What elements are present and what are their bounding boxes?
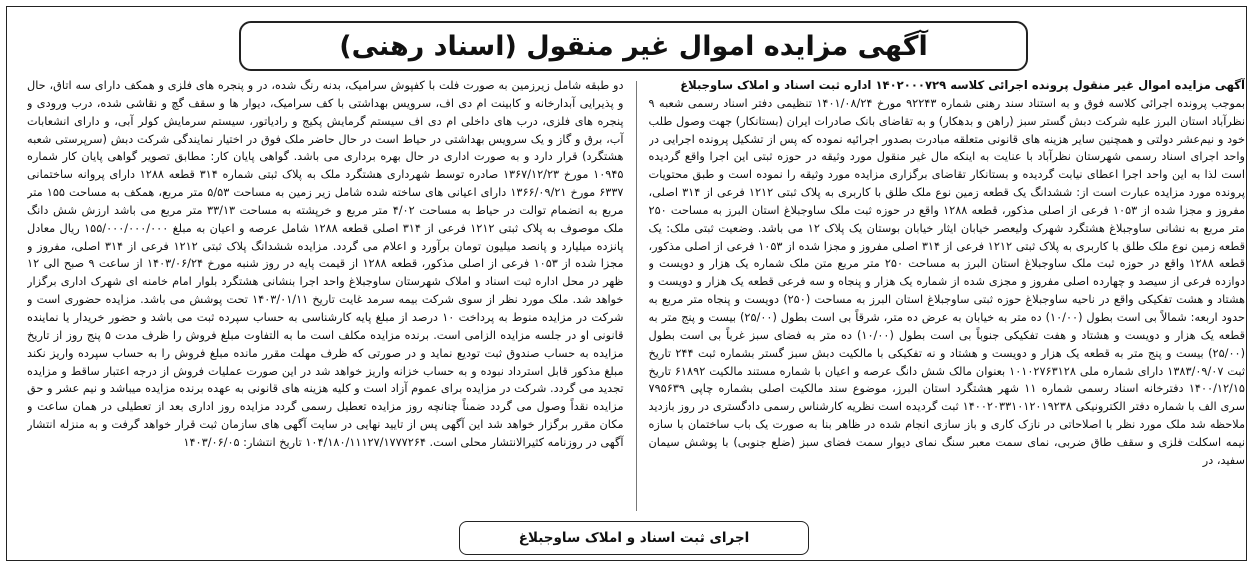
column-left (27, 77, 624, 517)
title-box (239, 21, 1028, 71)
column-right-text: بموجب پرونده اجرائی کلاسه فوق و به استناد سند رهنی شماره ۹۲۲۴۳ مورخ ۱۴۰۱/۰۸/۲۴ تنظیمی دفتر اسناد رسمی شعبه ۹ نظرآباد استان البرز علیه شرکت دبش گستر سبز (راهن و بدهکار) و به تقاضای بانک صادرات ایران (بستانکار) جهت وصول طلب خود و نیم‌عشر دولتی و همچنین سایر هزینه های قانونی متعلقه مبادرت بصدور اجرائیه نموده که پس از تشکیل پرونده اجرایی در واحد اجرای اسناد رسمی شهرستان نظرآباد با عنایت به اینکه مال غیر منقول مورد وثیقه در حوزه ثبتی این اجرا واقع گردیده است لذا به این واحد اجرا اعطای نیابت گردیده و بستانکار تقاضای برگزاری مزایده مورد وثیقه را نموده است و طبق محتویات پرونده مورد مزایده عبارت است از: ششدانگ یک قطعه زمین نوع ملک طلق با کاربری به پلاک ثبتی ۱۲۱۲ فرعی از ۳۱۴ اصلی، مفروز و مجزا شده از ۱۰۵۳ فرعی از اصلی مذکور، قطعه ۱۲۸۸ واقع در حوزه ثبت ملک ساوجبلاغ استان البرز به مساحت ۲۵۰ متر مربع به نشانی ساوجبلاغ هشتگرد شهرک ولیعصر خیابان ایثار خیابان بوستان یک پلاک ۱۲ می باشد. وضعیت ثبتی ملک: یک قطعه زمین نوع ملک طلق با کاربری به پلاک ثبتی ۱۲۱۲ فرعی از ۳۱۴ اصلی مفروز و مجزا شده از ۱۰۵۳ فرعی از اصلی مذکور، قطعه ۱۲۸۸ واقع در حوزه ثبت ملک ساوجبلاغ استان البرز به مساحت ۲۵۰ متر مربع متن ملک شماره یک هزار و دویست و دوازده فرعی از سیصد و چهارده اصلی مفروز و مجزی شده از شماره یک هزار و پنجاه و سه فرعی قطعه یک هزار و دویست و هشتاد و هشت تفکیکی واقع در ناحیه ساوجبلاغ حوزه ثبتی ساوجبلاغ استان البرز به مساحت (۲۵۰) دویست و پنجاه متر مربع به حدود اربعه: شمالاً بی است بطول (۱۰/۰۰) ده متر به خیابان به عرض ده متر، شرقاً بی است بطول (۲۵/۰۰) بیست و پنج متر به قطعه یک هزار و دویست و هشتاد و هفت تفکیکی جنوباً بی است بطول (۱۰/۰۰) ده متر به فضای سبز غرباً بی است بطول (۲۵/۰۰) بیست و پنج متر به قطعه یک هزار و دویست و هشتاد و نه تفکیکی با مالکیت دبش سبز گستر بشماره ثبت ۲۴۴ تاریخ ثبت ۱۳۸۳/۰۹/۰۷ دارای شماره ملی ۱۰۱۰۲۷۶۳۱۲۸ بعنوان مالک شش دانگ عرصه و اعیان با شماره مستند مالکیت ۶۱۸۹۲ تاریخ ۱۴۰۰/۱۲/۱۵ دفترخانه اسناد رسمی شماره ۱۱ شهر هشتگرد استان البرز، موضوع سند مالکیت اصلی بشماره چاپی ۷۹۵۶۳۹ سری الف با شماره دفتر الکترونیکی ۱۴۰۰۲۰۳۳۱۰۱۲۰۱۹۲۳۸ ثبت گردیده است نظریه کارشناس رسمی دادگستری در روز بازدید ملاحظه شد ملک مورد نظر با اصلاحاتی در نازک کاری و باز سازی انجام شده در ظاهر بنا به صورت یک باب ساختمان با سازه نیمه اسکلت فلزی و سقف طاق ضربی، نمای سمت معبر سنگ نمای دیوار سمت فضای سبز (ضلع جنوبی) با پوشش سیمان سفید، در (648, 96, 1245, 467)
column-left-text: دو طبقه شامل زیرزمین به صورت فلت با کفپوش سرامیک، بدنه رنگ شده، در و پنجره های فلزی و همکف دارای سه اتاق، حال و پذیرایی آبدارخانه و کابینت ام دی اف، سرویس بهداشتی با کف سرامیک، دیوار ها و سقف گچ و نقاشی شده، درب ورودی و پنجره های فلزی، درب های داخلی ام دی اف سیستم گرمایش پکیج و رادیاتور، سیستم سرمایش کولر آبی، و دارای انشعابات آب، برق و گاز و یک سرویس بهداشتی در حیاط است در حال حاضر ملک فوق در اختیار نمایندگی شرکت دبش (سرپرستی شعبه هشتگرد) قرار دارد و به صورت اداری در حال بهره برداری می باشد. گواهی پایان کار: مطابق تصویر گواهی پایان کار شماره ۱۰۹۴۵ مورخ ۱۳۶۷/۱۲/۲۳ صادره توسط شهرداری هشتگرد ملک به پلاک ثبتی شماره ۳۱۴ قطعه ۱۲۸۸ دارای پروانه ساختمانی ۶۳۳۷ مورخ ۱۳۶۶/۰۹/۲۱ دارای اعیانی های ساخته شده شامل زیر زمین به مساحت ۵/۵۳ متر مربع، همکف به مساحت ۱۵۵ متر مربع به انضمام توالت در حیاط به مساحت ۴/۰۲ متر مربع و خرپشته به مساحت ۳۳/۱۳ متر مربع می باشد ارزش شش دانگ ملک موصوف به پلاک ثبتی ۱۲۱۲ فرعی از ۳۱۴ اصلی قطعه ۱۲۸۸ شامل عرصه و اعیان به مبلغ ۱۵۵/۰۰۰/۰۰۰/۰۰۰ ریال معادل پانزده میلیارد و پانصد میلیون تومان برآورد و اعلام می گردد. مزایده ششدانگ پلاک ثبتی ۱۲۱۲ فرعی از ۳۱۴ اصلی، مفروز و مجزا شده از ۱۰۵۳ فرعی از اصلی مذکور، قطعه ۱۲۸۸ از قیمت پایه در روز شنبه مورخ ۱۴۰۳/۰۶/۲۴ از ساعت ۹ صبح الی ۱۲ ظهر در محل اداره ثبت اسناد و املاک شهرستان ساوجبلاغ واحد اجرا بنشانی هشتگرد بلوار امام خامنه ای شهرک اداری برگزار خواهد شد. ملک مورد نظر از سوی شرکت بیمه سرمد غایت تاریخ ۱۴۰۳/۰۱/۱۱ تحت پوشش می باشد. مزایده حضوری است و شرکت در مزایده منوط به پرداخت ۱۰ درصد از مبلغ پایه کارشناسی به حساب سپرده ثبت می باشد و حضور خریدار یا نماینده قانونی او در جلسه مزایده الزامی است. برنده مزایده مکلف است ما به التفاوت مبلغ فروش را ظرف مدت ۵ پنج روز از تاریخ مزایده به حساب صندوق ثبت تودیع نماید و در صورتی که ظرف مهلت مقرر مانده مبلغ فروش را به حساب سپرده واریز نکند مبلغ مذکور قابل استرداد نبوده و به حساب خزانه واریز خواهد شد در این صورت عملیات فروش از درجه اعتبار ساقط و مزایده تجدید می گردد. شرکت در مزایده برای عموم آزاد است و کلیه هزینه های قانونی به عهده برنده مزایده میباشد و نیم عشر و حق مزایده نقداً وصول می گردد ضمناً چنانچه روز مزایده تعطیل رسمی گردد مزایده روز اداری بعد از تعطیلی در همان ساعت و مکان مقرر برگزار خواهد شد این آگهی پس از تایید نهایی در سایت آگهی های سازمان ثبت قرار خواهد گرفت و به منزله انتشار آگهی در روزنامه کثیرالانتشار محلی است. ۱۰۴/۱۸۰/۱۱۱۲۷/۱۷۷۷۲۶۴ تاریخ انتشار: ۱۴۰۳/۰۶/۰۵ (27, 79, 624, 449)
issuer-box (459, 521, 809, 555)
column-right (649, 77, 1246, 517)
notice-frame (6, 6, 1247, 561)
notice-heading: آگهی مزایده اموال غیر منقول پرونده اجرائی کلاسه ۱۴۰۲۰۰۰۷۲۹ اداره ثبت اسناد و املاک ساوجبلاغ (680, 78, 1245, 92)
column-divider (636, 81, 637, 511)
notice-title: آگهی مزایده اموال غیر منقول (اسناد رهنی) (339, 30, 928, 62)
issuer-label: اجرای ثبت اسناد و املاک ساوجبلاغ (518, 530, 750, 546)
notice-body (27, 77, 1245, 517)
